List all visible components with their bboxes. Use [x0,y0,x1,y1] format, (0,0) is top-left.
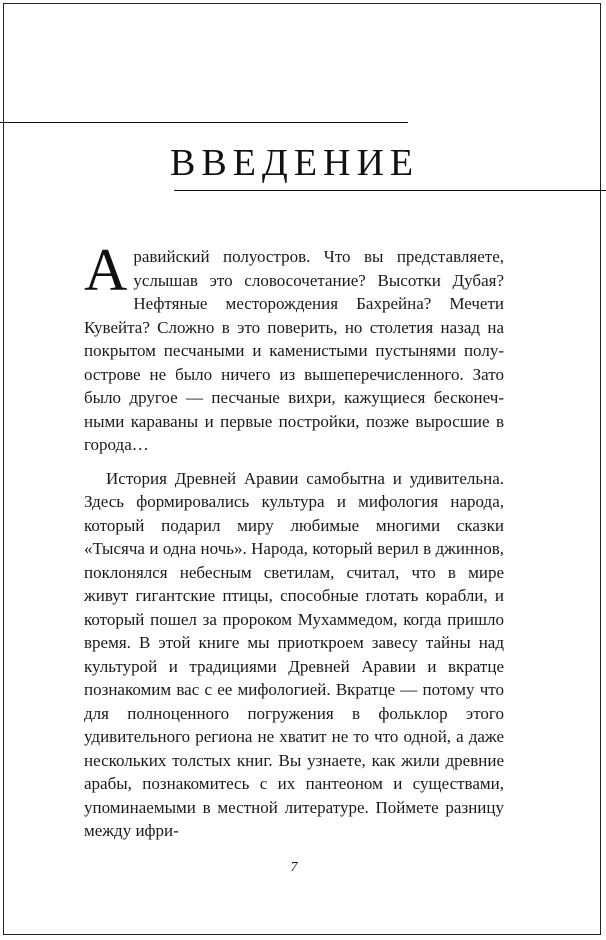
paragraph-2-text: История Древней Аравии самобытна и удивительна. Здесь формировались культура и мифология народа, который подарил миру любимые многими сказки «Тысяча и одна ночь». Народа, который верил в джиннов, поклонялся небесным светилам, считал, что в мире живут гигантские птицы, способные глотать корабли, и который пошел за пророком Мухаммедом, когда пришло время. В этой книге мы приоткроем завесу тайны над культурой и традициями Древней Аравии и вкратце познакомим вас с ее мифологией. Вкратце — потому что для полноценного погружения в фольклор этого удивительного региона не хватит не то что одной, а даже нескольких толстых книг. Вы узнаете, как жили древние арабы, познакомитесь с их пантеоном и существами, упоминаемыми в местной литературе. Поймете разницу между ифри- [84,468,504,840]
page-number: 7 [290,860,298,875]
drop-cap-letter: А [84,237,128,303]
book-page [3,3,601,935]
paragraph-2 [84,467,504,843]
chapter-body [84,237,504,843]
chapter-title: ВВЕДЕНИЕ [170,142,420,184]
paragraph-1 [84,237,504,457]
heading-rule-bottom [174,190,606,191]
paragraph-1-text: равийский полуостров. Что вы представляете, услышав это словосочетание? Высотки Дубая? Нефтяные месторождения Бахрейна? Мечети Кувейта? Сложно в это поверить, но столетия назад на покрытом песчаными и каменистыми пустынями полуострове не было ничего из вышеперечисленного. Зато было другое — песчаные вихри, кажущиеся бесконечными караваны и первые постройки, позже выросшие в города… [84,247,504,454]
heading-rule-top [0,122,408,123]
